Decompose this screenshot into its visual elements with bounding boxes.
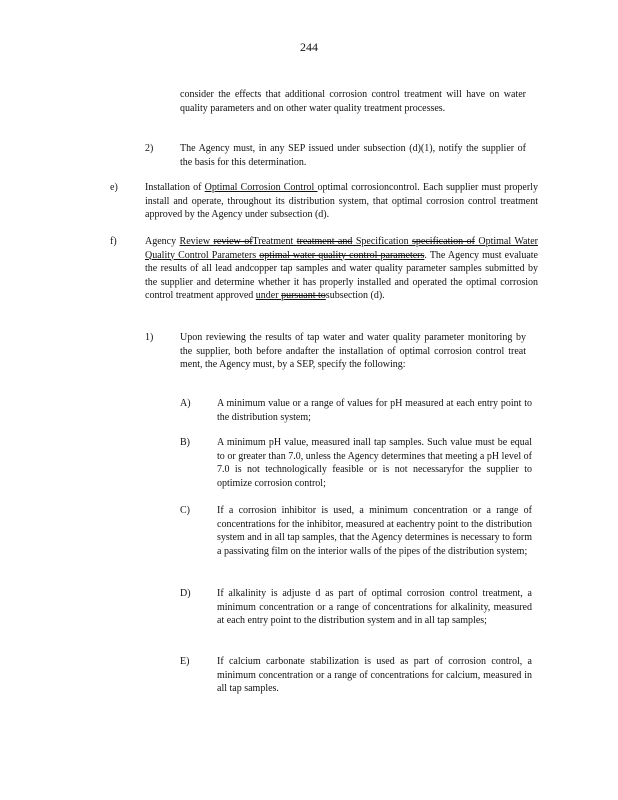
continuation-paragraph: [180, 88, 526, 115]
section-f-text: [145, 235, 538, 303]
section-e-text-3: optimal corrosioncontrol: [317, 182, 418, 193]
section-e-text: [145, 181, 538, 222]
section-f-inserted-treatment: Treatment: [252, 236, 297, 247]
sub-item-d-paragraph: [217, 587, 532, 628]
item-2-paragraph: [180, 142, 526, 169]
section-f-label: f): [110, 236, 117, 247]
sub-item-d-label: D): [180, 588, 191, 599]
section-f-deleted-specification: specification of: [412, 236, 475, 247]
section-f-deleted-pursuant: pursuant to: [281, 290, 326, 301]
section-e-paragraph: [145, 181, 538, 222]
sub-item-e-label: E): [180, 656, 190, 667]
sub-item-c-label: C): [180, 505, 190, 516]
sub-item-a-label: A): [180, 398, 191, 409]
section-f-inserted-specification: Specification: [352, 236, 413, 247]
section-f-inserted-under: under: [255, 290, 282, 301]
item-2-text: The Agency must, in any SEP issued under subsection (d)(1), notify the supplier of the basis for this determination.: [180, 143, 526, 168]
sub-item-a-paragraph: [217, 397, 532, 424]
continuation-text: consider the effects that additional corrosion control treatment will have on water quality parameters and on other water quality treatment processes.: [180, 89, 526, 114]
item-f1-paragraph: [180, 331, 526, 372]
section-f-text-13: subsection (d).: [325, 290, 385, 301]
section-f-text-10: . The Agency must evaluate the results of all lead andcopper tap samples and water quality parameter samples submitted by the supplier and determine whether it has properly installed and operated the optimal corrosion control treatment approved: [145, 249, 538, 301]
sub-item-c-paragraph: [217, 504, 532, 558]
section-f-paragraph: [145, 235, 538, 303]
item-f1-text: Upon reviewing the results of tap water and water quality parameter monitoring by the supplier, both before andafter the installation of optimal corrosion control treat ment, the Agency must, by a SEP, specify the following:: [180, 332, 526, 370]
section-e-inserted-heading: Optimal Corrosion Control: [204, 182, 318, 193]
sub-item-e-text: If calcium carbonate stabilization is used as part of corrosion control, a minimum concentration or a range of concentrations for calcium, measured in all tap samples.: [217, 656, 532, 694]
section-e-text-1: Installation of: [145, 182, 205, 193]
sub-item-b-paragraph: [217, 436, 532, 490]
page-number: 244: [300, 40, 318, 54]
section-e-text-4: . Each supplier must properly install and operate, throughout its distribution system, that optimal corrosion control treatment approved by the Agency under subsection (d).: [145, 182, 538, 220]
item-f1-label: 1): [145, 332, 154, 343]
section-e-label: e): [110, 182, 118, 193]
sub-item-c-text: If a corrosion inhibitor is used, a minimum concentration or a range of concentrations for the inhibitor, measured at eachentry point to the distribution system and in all tap samples, that the Agency determines is necessary to form a passivating film on the interior walls of the pipes of the distribution system;: [217, 505, 532, 557]
section-f-inserted-parameters: Optimal Water Quality Control Parameters: [145, 236, 539, 261]
sub-item-d-text: If alkalinity is adjuste d as part of optimal corrosion control treatment, a minimum concentration or a range of concentrations for alkalinity, measured at each entry point to the distribution system and in all tap samples;: [217, 588, 532, 626]
sub-item-b-text: A minimum pH value, measured inall tap samples. Such value must be equal to or greater than 7.0, unless the Agency determines that meeting a pH level of 7.0 is not technologically feasible or is not necessaryfor the supplier to optimize corrosion control;: [217, 437, 532, 489]
section-f-inserted-review: Review: [179, 236, 214, 247]
sub-item-a-text: A minimum value or a range of values for pH measured at each entry point to the distribution system;: [217, 398, 532, 423]
section-f-deleted-review: review of: [213, 236, 253, 247]
item-2-label: 2): [145, 143, 154, 154]
section-f-deleted-parameters: optimal water quality control parameters: [259, 249, 425, 261]
sub-item-b-label: B): [180, 437, 190, 448]
section-f-deleted-treatment: treatment and: [296, 236, 353, 247]
section-f-text-1: Agency: [145, 236, 180, 247]
sub-item-e-paragraph: [217, 655, 532, 696]
